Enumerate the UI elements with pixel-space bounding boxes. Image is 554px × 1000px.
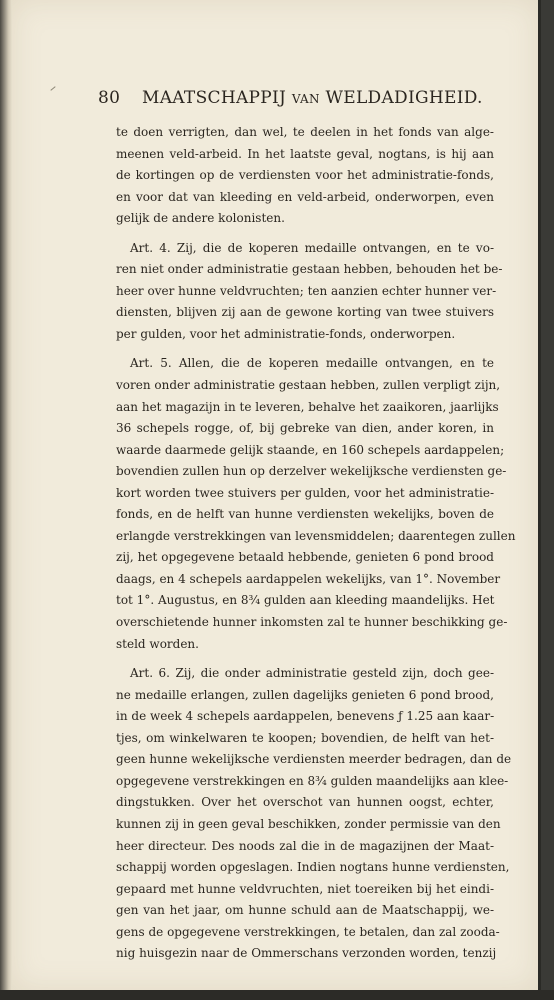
text-line: nig huisgezin naar de Ommerschans verzonden worden, tenzij: [116, 946, 497, 961]
text-line: kunnen zij in geen geval beschikken, zonder permissie van den: [116, 816, 501, 831]
text-line: dingstukken. Over het overschot van hunnen oogst, echter,: [116, 795, 494, 810]
text-line: te doen verrigten, dan wel, te deelen in het fonds van alge-: [116, 125, 494, 139]
text-line: ne medaille erlangen, zullen dagelijks genieten 6 pond brood,: [116, 687, 494, 702]
text-line: kort worden twee stuivers per gulden, voor het administratie-: [116, 485, 494, 500]
text-line: bovendien zullen hun op derzelver wekelijksche verdiensten ge-: [116, 464, 507, 479]
pencil-mark: [50, 86, 55, 91]
text-line: erlangde verstrekkingen van levensmiddelen; daarentegen zullen: [116, 528, 516, 543]
text-line: tot 1°. Augustus, en 8¾ gulden aan kleeding maandelijks. Het: [116, 593, 495, 608]
text-line: zij, het opgegevene betaald hebbende, genieten 6 pond brood: [116, 550, 494, 565]
text-line: heer directeur. Des noods zal die in de magazijnen der Maat-: [116, 838, 494, 853]
text-line: gens de opgegevene verstrekkingen, te betalen, dan zal zooda-: [116, 924, 500, 939]
text-line: gen van het jaar, om hunne schuld aan de Maatschappij, we-: [116, 903, 494, 918]
paragraph: [116, 353, 516, 655]
text-line: en voor dat van kleeding en veld-arbeid, onderworpen, even: [116, 189, 494, 204]
text-line: fonds, en de helft van hunne verdiensten wekelijks, boven de: [116, 507, 494, 522]
text-line: opgegevene verstrekkingen en 8¾ gulden maandelijks aan klee-: [116, 773, 509, 788]
page-header: [98, 88, 483, 112]
paragraph: [116, 122, 494, 230]
running-title: MAATSCHAPPIJ VAN WELDADIGHEID.: [142, 88, 483, 108]
text-line: 36 schepels rogge, of, bij gebreke van dien, ander koren, in: [116, 421, 494, 436]
text-line: ren niet onder administratie gestaan hebben, behouden het be-: [116, 262, 503, 277]
text-line: aan het magazijn in te leveren, behalve het zaaikoren, jaarlijks: [116, 399, 499, 414]
text-line: waarde daarmede gelijk staande, en 160 schepels aardappelen;: [116, 442, 505, 457]
text-line: geen hunne wekelijksche verdiensten meerder bedragen, dan de: [116, 752, 512, 767]
page-number: 80: [98, 88, 121, 108]
text-line: tjes, om winkelwaren te koopen; bovendien, de helft van het-: [116, 730, 494, 745]
text-line: voren onder administratie gestaan hebben, zullen verpligt zijn,: [116, 378, 501, 393]
text-line: schappij worden opgeslagen. Indien nogtans hunne verdiensten,: [116, 860, 510, 875]
page-gutter: [0, 0, 12, 1000]
body-text: [116, 122, 516, 965]
text-line: overschietende hunner inkomsten zal te hunner beschikking ge-: [116, 615, 508, 630]
text-line: Art. 4. Zij, die de koperen medaille ontvangen, en te vo-: [130, 240, 494, 255]
text-line: gelijk de andere kolonisten.: [116, 211, 285, 226]
text-line: per gulden, voor het administratie-fonds, onderworpen.: [116, 326, 456, 341]
text-line: steld worden.: [116, 636, 199, 651]
text-line: Art. 6. Zij, die onder administratie gesteld zijn, doch gee-: [130, 666, 494, 681]
paragraph: [116, 663, 512, 965]
text-line: de kortingen op de verdiensten voor het administratie-fonds,: [116, 168, 494, 183]
scan-border: [0, 990, 554, 1000]
text-line: diensten, blijven zij aan de gewone korting van twee stuivers: [116, 305, 494, 320]
text-line: gepaard met hunne veldvruchten, niet toereiken bij het eindi-: [116, 881, 494, 896]
text-line: heer over hunne veldvruchten; ten aanzien echter hunner ver-: [116, 283, 497, 298]
paragraph: [116, 238, 503, 346]
text-line: meenen veld-arbeid. In het laatste geval, nogtans, is hij aan: [116, 146, 494, 161]
text-line: Art. 5. Allen, die de koperen medaille ontvangen, en te: [130, 356, 494, 371]
text-line: in de week 4 schepels aardappelen, benevens ƒ 1.25 aan kaar-: [116, 709, 495, 724]
text-line: daags, en 4 schepels aardappelen wekelijks, van 1°. November: [116, 571, 501, 586]
